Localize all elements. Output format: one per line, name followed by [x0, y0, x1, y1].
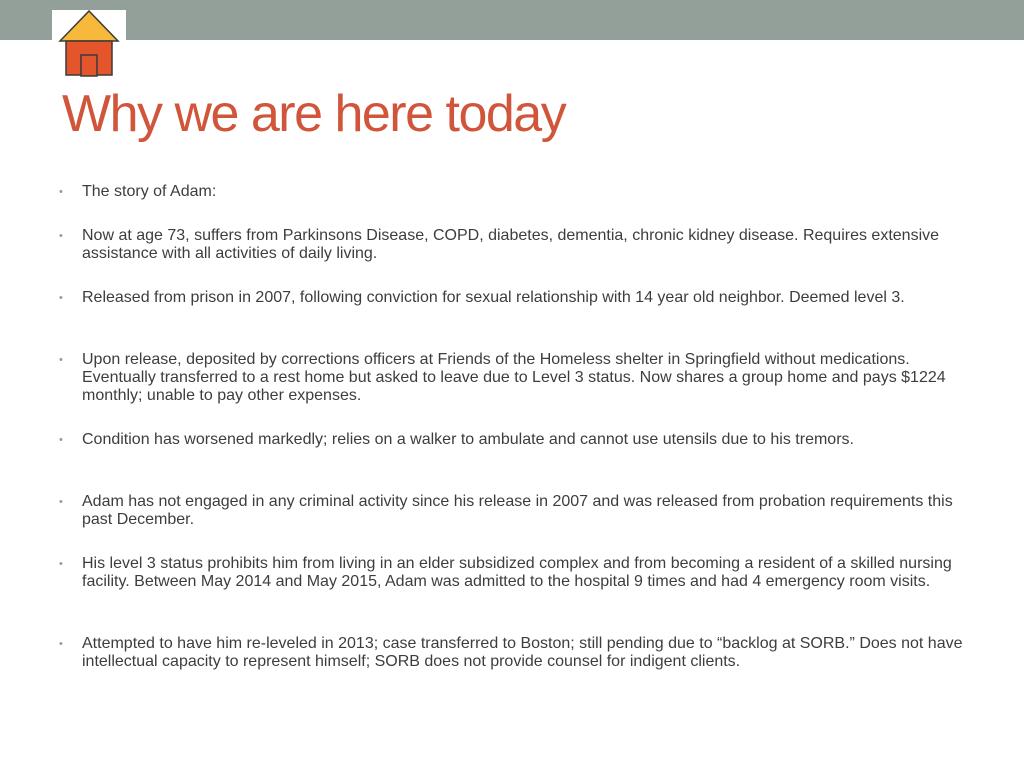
bullet-item: • Upon release, deposited by corrections officers at Friends of the Homeless shelter in Springfield without medications. Eventually transferred to a rest home but asked to leave due to Level 3 status. Now shares a group home and pays $1224 monthly; unable to pay other expenses.	[82, 351, 982, 405]
bullet-item: • Now at age 73, suffers from Parkinsons Disease, COPD, diabetes, dementia, chronic kidney disease. Requires extensive assistance with all activities of daily living.	[82, 227, 982, 263]
bullet-item: • Attempted to have him re-leveled in 2013; case transferred to Boston; still pending due to “backlog at SORB.” Does not have intellectual capacity to represent himself; SORB does not provide counsel for indigent clients.	[82, 635, 982, 671]
bullet-item: • His level 3 status prohibits him from living in an elder subsidized complex and from becoming a resident of a skilled nursing facility. Between May 2014 and May 2015, Adam was admitted to the hospital 9 times and had 4 emergency room visits.	[82, 555, 982, 591]
house-icon	[52, 10, 126, 82]
house-roof	[60, 11, 118, 41]
bullet-item: • The story of Adam:	[82, 183, 982, 201]
house-door	[81, 55, 97, 76]
house-logo	[52, 10, 126, 82]
top-band	[0, 0, 1024, 40]
bullet-item: • Released from prison in 2007, following conviction for sexual relationship with 14 year old neighbor. Deemed level 3.	[82, 289, 982, 307]
bullet-item: • Adam has not engaged in any criminal activity since his release in 2007 and was released from probation requirements this past December.	[82, 493, 982, 529]
slide-title: Why we are here today	[62, 85, 566, 143]
bullet-item: • Condition has worsened markedly; relies on a walker to ambulate and cannot use utensils due to his tremors.	[82, 431, 982, 449]
